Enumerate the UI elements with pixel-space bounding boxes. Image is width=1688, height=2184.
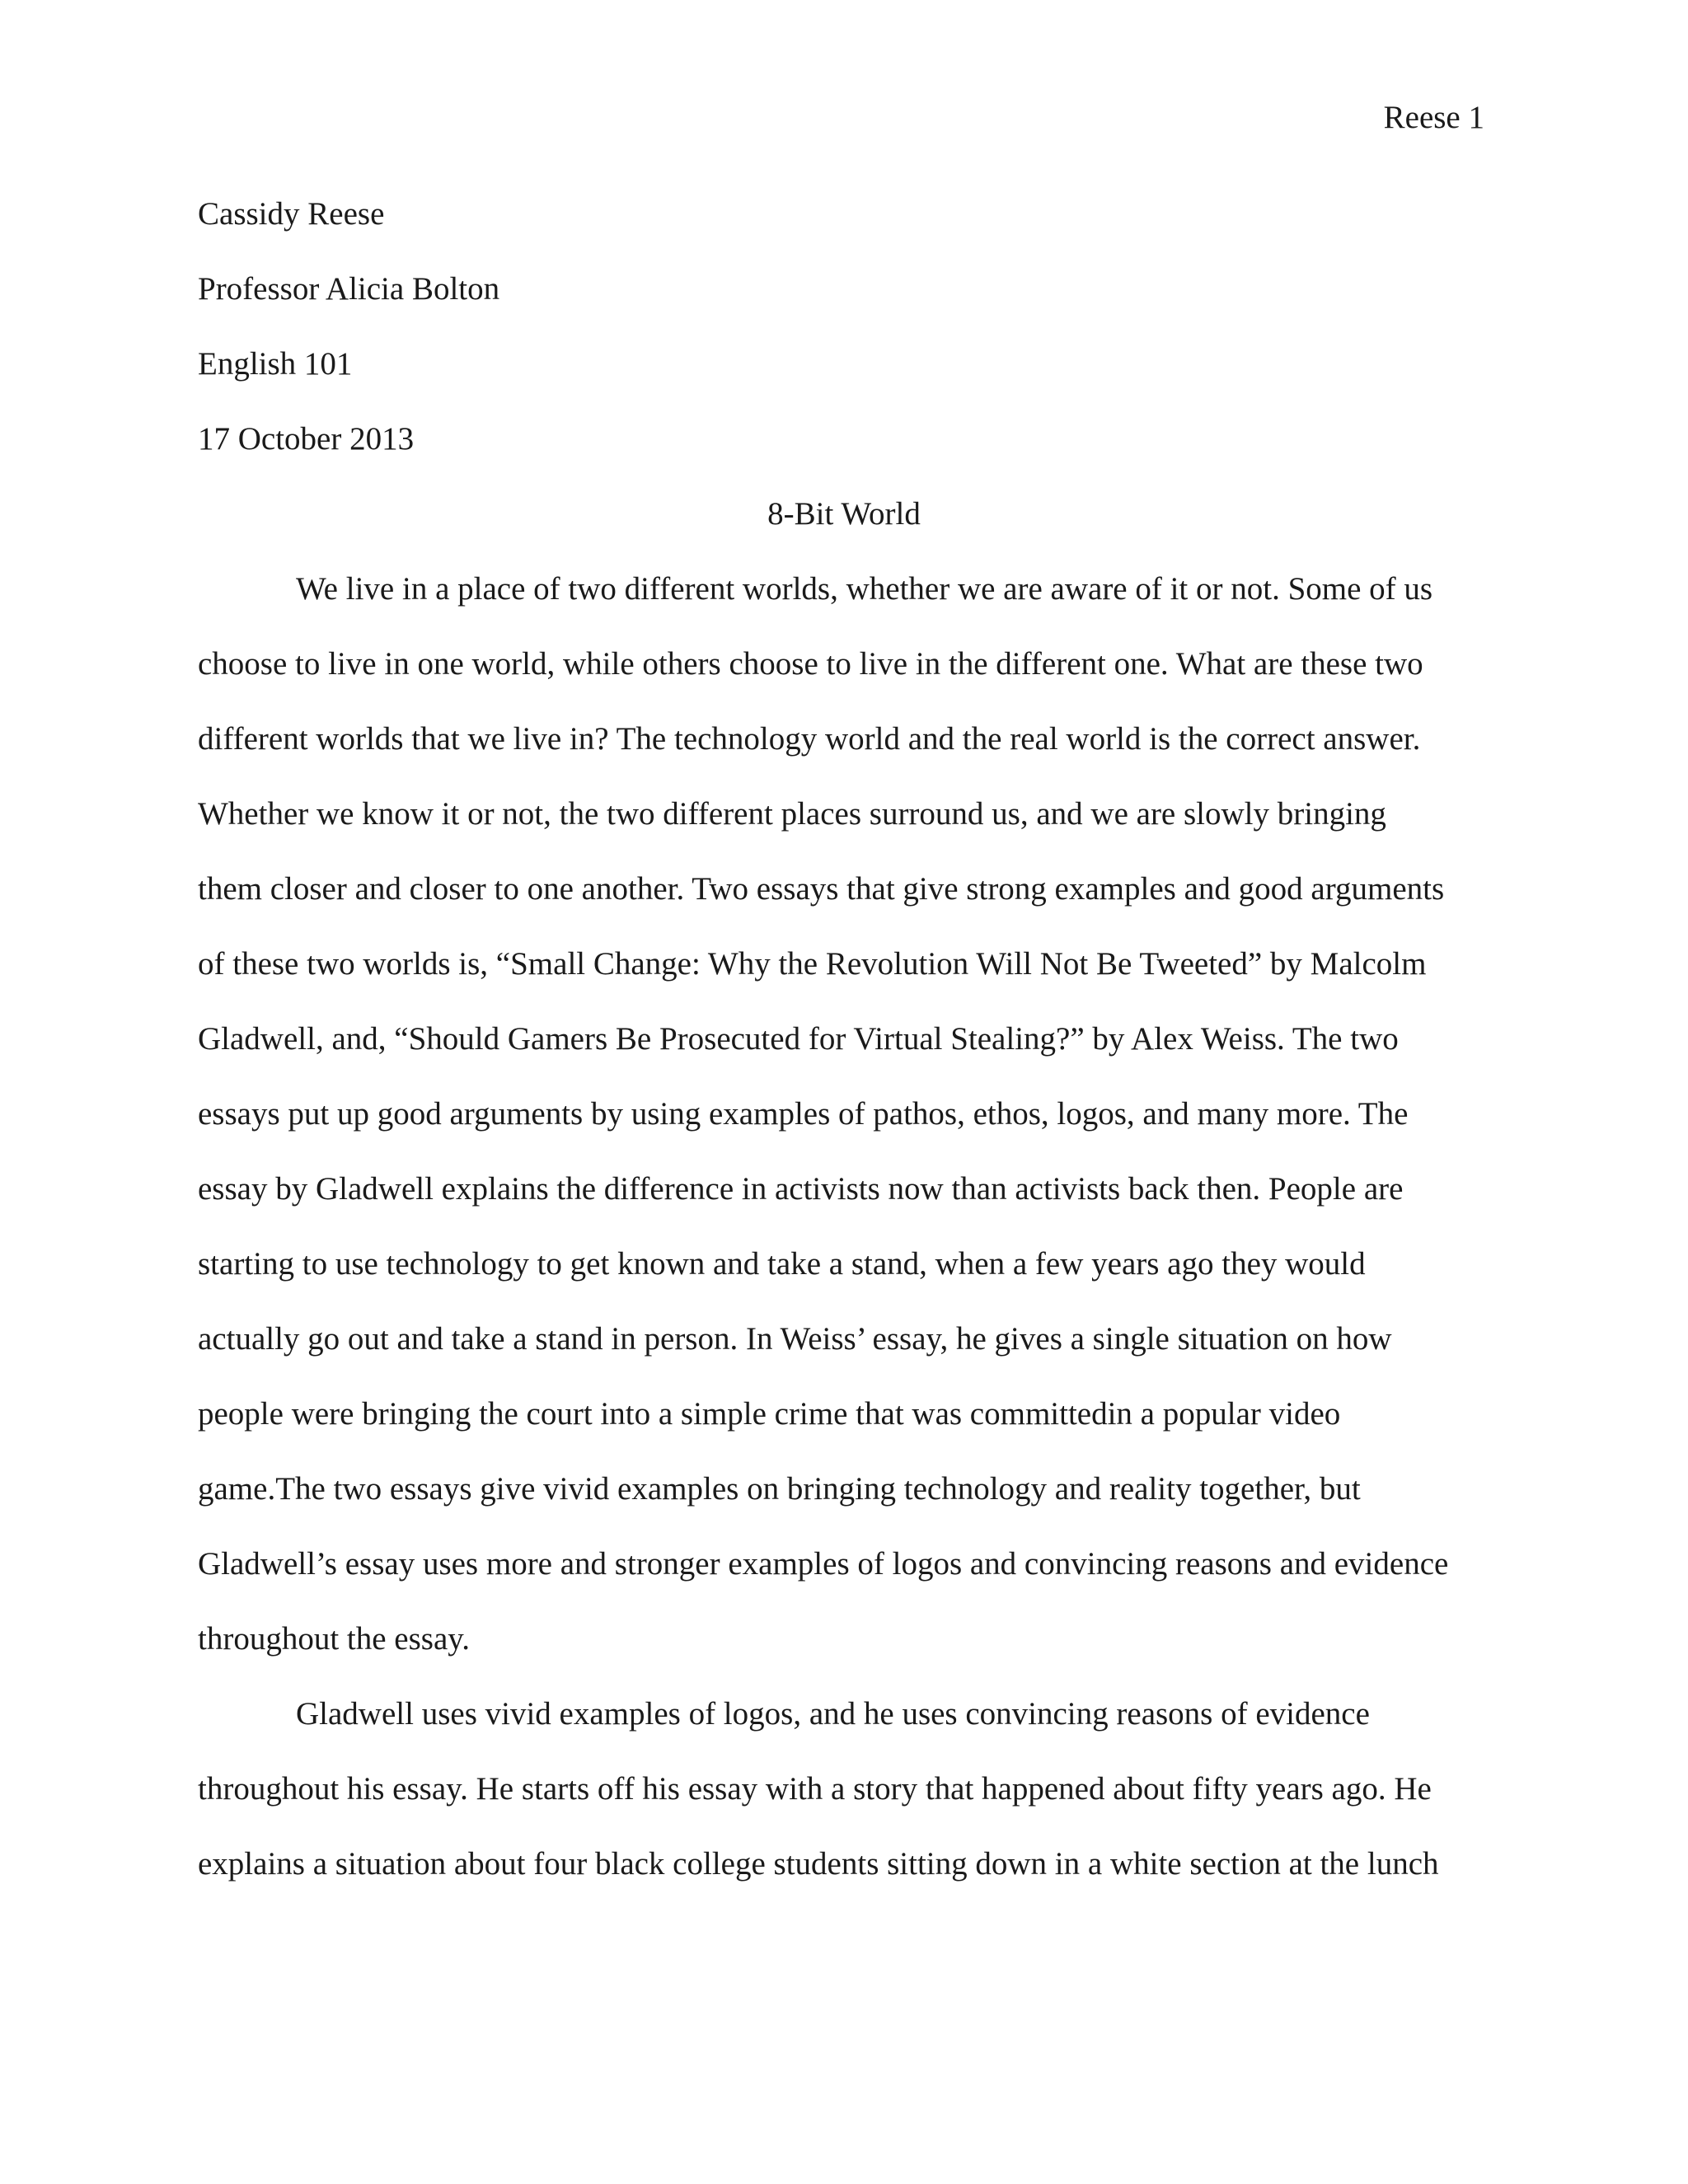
paragraph-line: Whether we know it or not, the two different places surround us, and we are slowly bringing <box>198 796 1386 832</box>
essay-title: 8-Bit World <box>767 496 921 532</box>
paragraph-line: of these two worlds is, “Small Change: Why the Revolution Will Not Be Tweeted” by Malcolm <box>198 946 1427 982</box>
paragraph-line: throughout his essay. He starts off his essay with a story that happened about fifty years ago. He <box>198 1771 1432 1807</box>
paragraph-line: starting to use technology to get known and take a stand, when a few years ago they would <box>198 1246 1366 1282</box>
paragraph-line: explains a situation about four black college students sitting down in a white section at the lunch <box>198 1846 1439 1882</box>
paragraph-line: We live in a place of two different worlds, whether we are aware of it or not. Some of us <box>296 571 1433 607</box>
paragraph-line: Gladwell uses vivid examples of logos, and he uses convincing reasons of evidence <box>296 1696 1370 1732</box>
course-name: English 101 <box>198 346 353 382</box>
paragraph-line: essays put up good arguments by using examples of pathos, ethos, logos, and many more. The <box>198 1096 1409 1132</box>
paragraph-line: throughout the essay. <box>198 1621 470 1657</box>
paragraph-line: essay by Gladwell explains the difference in activists now than activists back then. People are <box>198 1171 1404 1207</box>
paragraph-line: them closer and closer to one another. Two essays that give strong examples and good arguments <box>198 871 1445 907</box>
paragraph-line: actually go out and take a stand in person. In Weiss’ essay, he gives a single situation on how <box>198 1321 1392 1357</box>
document-date: 17 October 2013 <box>198 421 415 457</box>
paragraph-line: Gladwell’s essay uses more and stronger examples of logos and convincing reasons and evidence <box>198 1546 1449 1582</box>
running-head: Reese 1 <box>1383 100 1484 135</box>
paragraph-line: Gladwell, and, “Should Gamers Be Prosecuted for Virtual Stealing?” by Alex Weiss. The two <box>198 1021 1399 1057</box>
paragraph-line: different worlds that we live in? The technology world and the real world is the correct answer. <box>198 721 1421 757</box>
instructor-name: Professor Alicia Bolton <box>198 271 500 307</box>
paragraph-line: choose to live in one world, while others choose to live in the different one. What are these two <box>198 646 1423 682</box>
author-name: Cassidy Reese <box>198 196 385 232</box>
paragraph-line: people were bringing the court into a simple crime that was committedin a popular video <box>198 1396 1341 1432</box>
paragraph-line: game.The two essays give vivid examples on bringing technology and reality together, but <box>198 1471 1361 1507</box>
